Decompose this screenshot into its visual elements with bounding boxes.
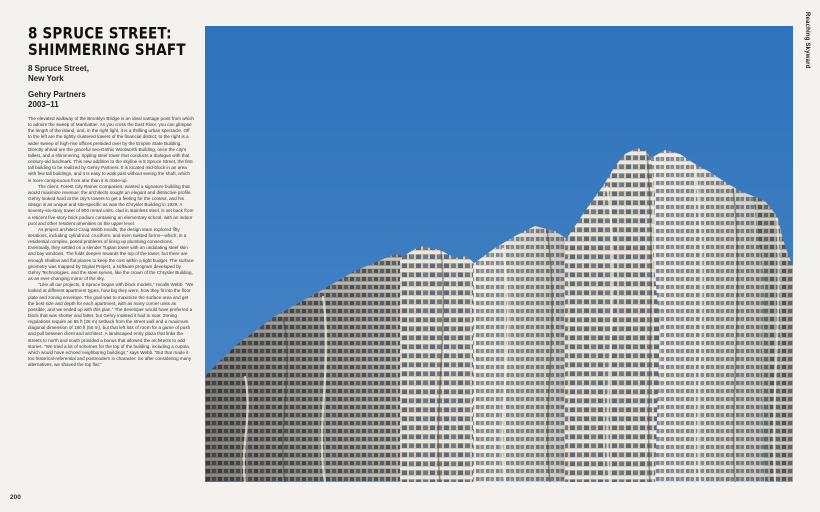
project-years: 2003–11: [28, 100, 59, 109]
tower-middle-shade: [473, 226, 573, 482]
chapter-title: [28, 26, 194, 58]
body-text: [28, 116, 194, 368]
running-head-text: Reaching Skyward: [804, 12, 810, 69]
tower-right-shade: [651, 150, 765, 482]
building-photo: [205, 26, 793, 482]
title-line-2: SHIMMERING SHAFT: [28, 40, 186, 60]
text-column: [28, 26, 194, 368]
paragraph-4: "Like all our projects, 8 Spruce began with block models," recalls Webb. "We looked at different apartment types, how big they were, how they fit into the floor plate and zoning envelope. The goal was to maximize the surface area and get the best size and depth for each apartment, with as many corner units as possible, and we ended up with this plan." The developer would have preferred a block that was shorter and fatter, but Gehry insisted it had to soar. Zoning regulations require an 85 ft (26 m) setback from the street wall and a maximum diagonal dimension of 180 ft (55 m), but that left lots of room for a game of push and pull between client and architect. A landscaped entry plaza that links the streets to north and south provided a bonus that allowed the architects to add stories. "We tried a lot of schemes for the top of the building, including a cupola, which would have echoed neighboring buildings," says Webb. "But that made it too historical-referential and postmodern in character. So after considering many alternatives, we shaved the top flat.": [28, 282, 194, 368]
address-line-2: New York: [28, 74, 64, 83]
paragraph-2: The client, Forest City Ratner Companies, wanted a signature building that would maximize revenue; the architects sought an elegant and distinctive profile. Gehry looked hard at the city's towers to get a feeling for the context, and his design is as unique and site-specific as was the Chrysler Building in 1929. A seventy-six-story tower of 900 rental units, clad in stainless steel, is set back from a reticent five-story brick podium containing an elementary school, with an indoor pool and other resident amenities on the upper level.: [28, 183, 194, 226]
paragraph-3: As project architect Craig Webb recalls, the design team explored fifty iterations, including cylindrical, cruciform, and even twisted forms—which, in a residential complex, posed problems of lining up plumbing connections. Eventually, they settled on a slender Tuplan tower with an undulating steel skin and bay windows. The folds deepen towards the top of the tower, but there are enough shallow and flat planes to keep the cost within a tight budget. The surface geometry was mapped by Digital Project, a software program developed by Gehry Technologies, and the steel serves, like the crown of the Chrysler Building, as an ever-changing mirror of the sky.: [28, 226, 194, 282]
building-address: [28, 64, 194, 84]
tower-illustration: [205, 26, 793, 482]
page-number: 200: [10, 494, 21, 501]
running-head: [800, 12, 812, 132]
title-line-1: 8 SPRUCE STREET:: [28, 24, 172, 44]
architect-credit: [28, 90, 194, 110]
address-line-1: 8 Spruce Street,: [28, 64, 89, 73]
tower-mid-left-wing: [400, 246, 480, 482]
architect-name: Gehry Partners: [28, 90, 86, 99]
paragraph-1: The elevated walkway of the Brooklyn Bridge is an ideal vantage point from which to admire the sweep of Manhattan. As you cross the East River, you can glimpse the length of the island, and, in the right light, it is a thrilling urban spectacle. Off to the left are the tightly clustered towers of the financial district; to the right is a wider sweep of high-rise offices presided over by the Empire State Building. Directly ahead are the graceful neo-Gothic Woolworth Building, once the city's tallest, and a shimmering, rippling steel tower that conducts a dialogue with that century-old landmark. This new addition to the skyline is 8 Spruce Street, the first tall building to be realized by Gehry Partners. It is located mid-block in an area with few tall buildings, and it is easy to walk past without seeing the shaft, which is more conspicuous from afar than it is close-up.: [28, 116, 194, 183]
